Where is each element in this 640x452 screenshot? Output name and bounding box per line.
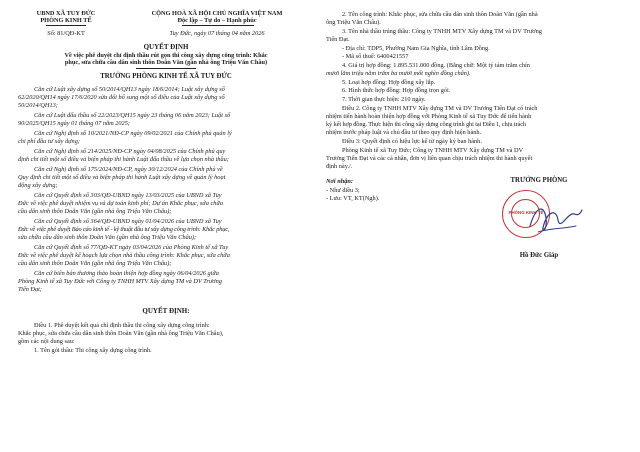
content-line: nhiệm trước pháp luật và chủ đầu tư theo quy định hiện hành.	[326, 129, 482, 136]
preamble-line: Căn cứ Luật xây dựng số 50/2014/QH13 ngày 18/6/2014; Luật xây dựng số	[34, 86, 225, 93]
preamble-line: 62/2020/QH14 ngày 17/6/2020 sửa đổi bổ sung một số điều của Luật xây dựng số	[18, 94, 225, 101]
preamble-line: Căn cứ Luật đấu thầu số 22/2023/QH15 ngày 23 tháng 06 năm 2023; Luật số	[34, 112, 231, 119]
content-line: 7. Thời gian thực hiện: 210 ngày.	[342, 96, 426, 103]
decision-subject-line1: Về việc phê duyệt chỉ định thầu rút gọn thi công xây dựng công trình: Khắc	[64, 52, 268, 59]
preamble-line: Căn cứ Nghị định số 214/2025/NĐ-CP ngày 04/08/2025 của Chính phủ quy	[34, 148, 226, 155]
preamble-line: Đức về việc phê duyệt nhiệm vụ và dự toán kinh phí; Dự án Khắc phục, sửa chữa	[18, 200, 223, 207]
content-line: Điều 2. Công ty TNHH MTV Xây dựng TM và DV Trương Tiến Đạt có trách	[342, 105, 538, 112]
authority-title: TRƯỞNG PHÒNG KINH TẾ XÃ TUY ĐỨC	[100, 73, 232, 80]
preamble-line: Căn cứ Quyết định số 364/QĐ-UBND ngày 01/04/2026 của UBND xã Tuy	[34, 218, 222, 225]
content-line: định này./.	[326, 163, 353, 170]
agency-line2: PHÒNG KINH TẾ	[40, 17, 92, 24]
signer-title: TRƯỞNG PHÒNG	[510, 177, 568, 184]
content-line: mươi lăm triệu năm trăm ba mươi mốt nghìn đồng chẵn).	[326, 70, 471, 77]
place-date: Tuy Đức, ngày 07 tháng 04 năm 2026	[169, 30, 265, 37]
content-line: ông Triệu Văn Châu).	[326, 19, 381, 26]
preamble-line: sửa chữa cầu dân sinh thôn Doãn Văn (gần nhà ông Triệu Văn Châu);	[18, 234, 197, 241]
content-line: Phòng Kinh tế xã Tuy Đức; Công ty TNHH MTV Xây dựng TM và DV	[342, 147, 524, 154]
preamble-line: Căn cứ Quyết định số 303/QĐ-UBND ngày 13/03/2025 của UBND xã Tuy	[34, 192, 222, 199]
content-line: 5. Loại hợp đồng: Hợp đồng xây lắp.	[342, 79, 436, 86]
content-line: ký kết hợp đồng. Thực hiện thi công xây dựng công trình ghi tại Điều 1, chịu trách	[326, 121, 526, 128]
preamble-line: 90/2025/QH15 ngày 01 tháng 07 năm 2025;	[18, 120, 130, 127]
preamble-line: động xây dựng;	[18, 182, 58, 189]
content-line: 4. Giá trị hợp đồng: 1.895.531.000 đồng. (Bằng chữ: Một tỷ tám trăm chín	[342, 62, 530, 69]
preamble-line: Đức về việc phê duyệt kế hoạch lựa chọn nhà thầu công trình: Khắc phục, sửa chữa	[18, 252, 230, 259]
preamble-line: Căn cứ biên bản thương thảo hoàn thiện hợp đồng ngày 06/04/2026 giữa	[34, 270, 219, 277]
nation-line1: CỘNG HOÀ XÃ HỘI CHỦ NGHĨA VIỆT NAM	[151, 10, 283, 17]
article1-line: 1. Tên gói thầu: Thi công xây dựng công trình.	[34, 347, 152, 354]
content-line: Tiến Đạt.	[326, 36, 350, 43]
preamble-line: chi phí đầu tư xây dựng;	[18, 138, 80, 145]
signer-name: Hồ Đức Giáp	[519, 252, 559, 259]
decision-title: QUYẾT ĐỊNH	[143, 43, 189, 51]
recipients-label: Nơi nhận:	[326, 178, 354, 185]
content-line: 6. Hình thức hợp đồng: Hợp đồng trọn gói.	[342, 87, 451, 94]
preamble-line: định chi tiết một số điều và biện pháp thi hành Luật đấu thầu về lựa chọn nhà thầu;	[18, 156, 229, 163]
preamble-line: Căn cứ Nghị định số 175/2024/NĐ-CP, ngày 30/12/2024 của Chính phủ về	[34, 166, 223, 173]
decision-heading: QUYẾT ĐỊNH:	[142, 307, 190, 315]
preamble-line: Phòng Kinh tế xã Tuy Đức với Công ty TNHH MTV Xây dựng TM và DV Trương	[18, 278, 222, 285]
stamp-text: PHÒNG KINH TẾ	[508, 210, 544, 215]
article1-line: Điều 1. Phê duyệt kết quả chỉ định thầu thi công xây dựng công trình:	[34, 322, 210, 329]
preamble-line: Tiến Đạt;	[18, 286, 42, 293]
article1-line: Khắc phục, sửa chữa cầu dân sinh thôn Doãn Văn (gần nhà ông Triệu Văn Châu),	[18, 330, 224, 337]
decision-subject-line2: phục, sửa chữa cầu dân sinh thôn Doãn Văn (gần nhà ông Triệu Văn Châu)	[64, 59, 268, 66]
preamble-line: cầu dân sinh thôn Doãn Văn (gần nhà ông Triệu Văn Châu);	[18, 260, 172, 267]
doc-number: Số: 81/QĐ-KT	[47, 30, 85, 37]
content-line: - Địa chỉ: TDP5, Phường Nam Gia Nghĩa, tỉnh Lâm Đồng.	[342, 45, 490, 52]
content-line: 2. Tên công trình: Khắc phục, sửa chữa cầu dân sinh thôn Doãn Văn (gần nhà	[342, 11, 538, 18]
preamble-line: 50/2014/QH13;	[18, 102, 58, 109]
preamble-line: Căn cứ Nghị định số 10/2021/NĐ-CP ngày 09/02/2021 của Chính phủ quản lý	[34, 130, 232, 137]
content-line: - Mã số thuế: 6400421557	[342, 53, 409, 60]
recipients-line: - Lưu: VT, KT(Ngh).	[326, 195, 380, 202]
content-line: 3. Tên nhà thầu trúng thầu: Công ty TNHH MTV Xây dựng TM và DV Trương	[342, 28, 542, 35]
preamble-line: Căn cứ Quyết định số 77/QĐ-KT ngày 03/04/2026 của Phòng Kinh tế xã Tuy	[34, 244, 229, 251]
subject-underline	[136, 68, 196, 69]
nation-line2: Độc lập – Tự do – Hạnh phúc	[177, 17, 257, 24]
content-line: nhiệm tiến hành hoàn thiện hợp đồng với Phòng Kinh tế xã Tuy Đức để tiến hành	[326, 113, 532, 120]
content-line: Trương Tiến Đạt và các cá nhân, đơn vị liên quan chịu trách nhiệm thi hành quyết	[326, 155, 533, 162]
preamble-line: cầu dân sinh thôn Doãn Văn (gần nhà ông Triệu Văn Châu);	[18, 208, 172, 215]
preamble-line: Quy định chi tiết một số điều và biện pháp thi hành Luật xây dựng về quản lý hoạt	[18, 174, 226, 181]
agency-line1: UBND XÃ TUY ĐỨC	[36, 10, 96, 17]
agency-underline	[46, 25, 86, 26]
article1-line: gồm các nội dung sau:	[18, 338, 75, 345]
preamble-line: Đức về việc phê duyệt Báo cáo kinh tế - kỹ thuật đầu tư xây dựng công trình: Khắc phục,	[18, 226, 230, 233]
recipients-line: - Như điều 3;	[326, 187, 360, 194]
handwritten-signature	[526, 196, 586, 242]
nation-underline	[182, 25, 254, 26]
content-line: Điều 3: Quyết định có hiệu lực kể từ ngày ký ban hành.	[342, 138, 482, 145]
